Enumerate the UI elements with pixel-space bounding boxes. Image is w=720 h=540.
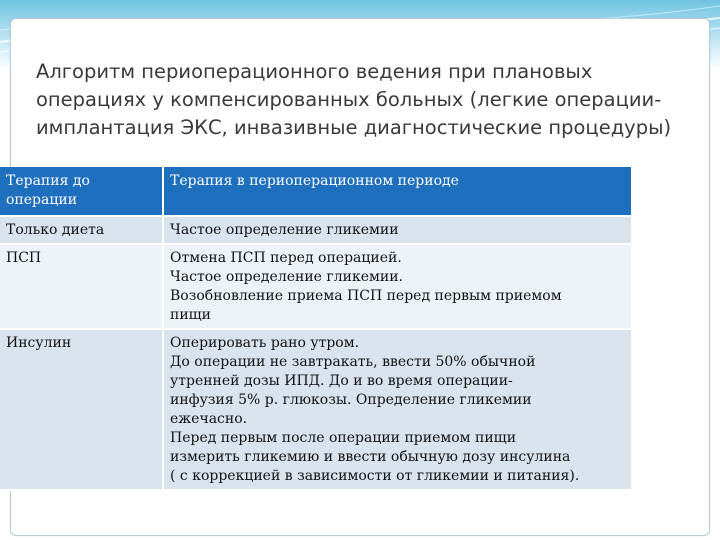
cell-periop: Отмена ПСП перед операцией. Частое определение гликемии. Возобновление приема ПСП перед первым приемом пищи (163, 244, 632, 329)
table-row (0, 244, 632, 329)
slide-title (36, 58, 708, 142)
title-line-3: имплантация ЭКС, инвазивные диагностические процедуры) (36, 116, 672, 139)
title-line-1: Алгоритм периоперационного ведения при плановых (36, 60, 593, 83)
cell-therapy: Инсулин (0, 329, 163, 490)
title-line-2: операциях у компенсированных больных (легкие операции- (36, 88, 662, 111)
cell-therapy: Только диета (0, 216, 163, 244)
periop-algorithm-table (0, 167, 633, 491)
header-therapy-before: Терапия до операции (0, 167, 163, 216)
table-header-row (0, 167, 632, 216)
table-row (0, 329, 632, 490)
cell-therapy: ПСП (0, 244, 163, 329)
cell-periop: Оперировать рано утром. До операции не завтракать, ввести 50% обычной утренней дозы ИПД. До и во время операции- инфузия 5% р. глюкозы. Определение гликемии ежечасно. Перед первым после операции приемом пищи измерить гликемию и ввести обычную дозу инсулина ( с коррекцией в зависимости от гликемии и питания). (163, 329, 632, 490)
table-row (0, 216, 632, 244)
cell-periop: Частое определение гликемии (163, 216, 632, 244)
header-therapy-periop: Терапия в периоперационном периоде (163, 167, 632, 216)
